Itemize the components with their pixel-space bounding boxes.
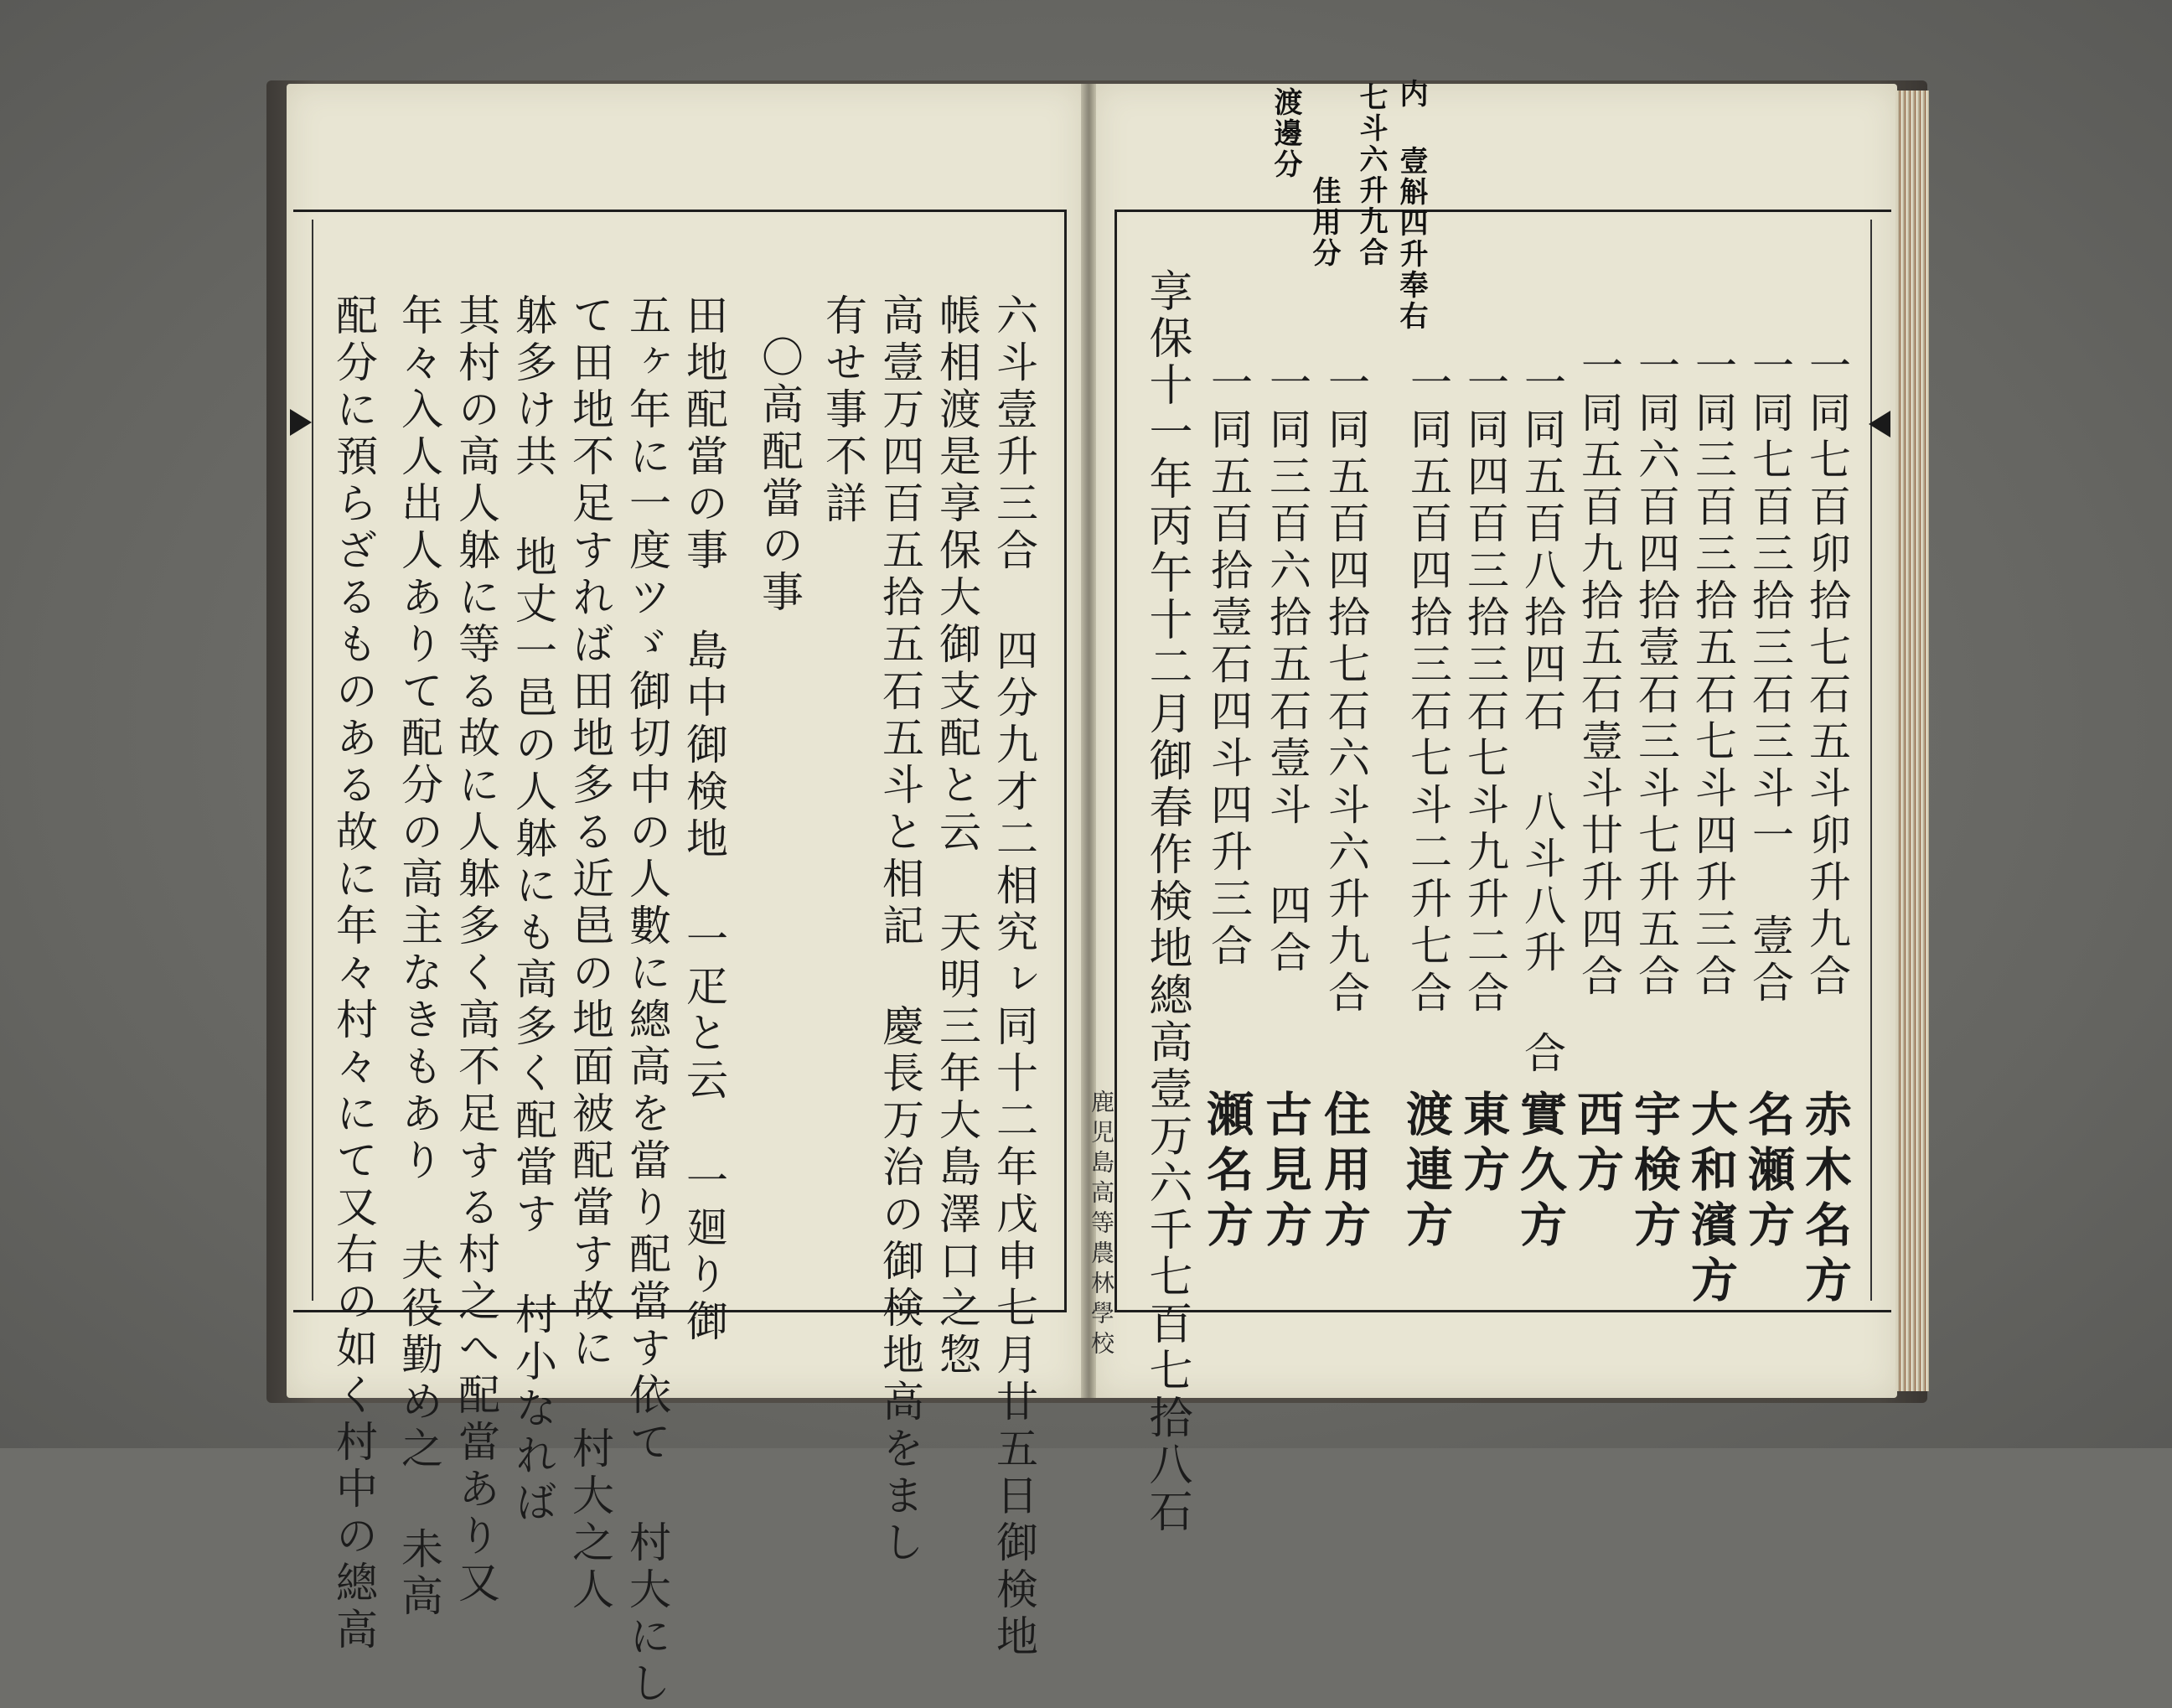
entry-owner-8: 渡連方 <box>1399 1089 1454 1255</box>
left-column-6: 田地配當の事 島中御検地 一疋と云 一廻り御 <box>680 293 728 1346</box>
left-column-8: て田地不足すれば田地多る近邑の地面被配當す故に 村大之人 <box>566 293 614 1614</box>
left-column-7: 五ヶ年に一度ツゞ御切中の人數に總高を當り配當す依て 村大にし <box>623 293 671 1708</box>
entry-owner-7: 東方 <box>1456 1089 1511 1200</box>
entry-amount-8: 一同五百四拾三石七斗二升七合 <box>1404 360 1452 1017</box>
entry-owner-3: 大和濱方 <box>1683 1089 1739 1311</box>
entry-owner-4: 宇検方 <box>1626 1089 1682 1255</box>
entry-amount-4: 一同六百四拾壹石三斗七升五合 <box>1632 344 1680 1001</box>
left-inner-rule <box>312 220 313 1301</box>
top-note-4: 渡邊分 <box>1269 87 1302 180</box>
left-column-9: 躰多け共 地丈一邑の人躰にも高多く配當す 村小なれば <box>509 293 557 1527</box>
entry-amount-11: 一同五百拾壹石四斗四升三合 <box>1204 360 1253 970</box>
left-column-4: 有せ事不詳 <box>819 293 867 528</box>
left-column-1: 六斗壹升三合 四分九才二相究ㇾ同十二年戊申七月廿五日御検地 <box>990 293 1038 1661</box>
page-stack-edge <box>1895 91 1929 1391</box>
left-column-2: 帳相渡是享保大御支配と云 天明三年大島澤口之惣 <box>933 293 981 1379</box>
closing-total-line: 享保十一年丙午十二月御春作検地總高壹万六千七百七拾八石 <box>1141 268 1192 1535</box>
entry-amount-10: 一同三百六拾五石壹斗 四合 <box>1263 360 1311 977</box>
entry-amount-7: 一同四百三拾三石七斗九升二合 <box>1461 360 1509 1017</box>
entry-owner-9: 住用方 <box>1316 1089 1372 1255</box>
right-inner-rule <box>1870 220 1872 1301</box>
entry-amount-1: 一同七百卯拾七石五斗卯升九合 <box>1802 344 1851 1001</box>
top-note-3: 佳用分 <box>1307 176 1341 269</box>
top-note-1: 内 壹斛四升奉右 <box>1394 79 1428 332</box>
entry-amount-2: 一同七百三拾三石三斗一 壹合 <box>1745 344 1794 1007</box>
left-fold-mark-icon <box>290 409 312 436</box>
left-column-12: 配分に預らざるものある故に年々村々にて又右の如く村中の總高 <box>329 293 378 1654</box>
entry-owner-2: 名瀬方 <box>1740 1089 1796 1255</box>
top-note-2: 七斗六升九合 <box>1354 82 1388 268</box>
entry-owner-1: 赤木名方 <box>1797 1089 1853 1311</box>
entry-amount-3: 一同三百三拾五石七斗四升三合 <box>1688 344 1737 1001</box>
entry-amount-5: 一同五百九拾五石壹斗廿升四合 <box>1575 344 1623 1001</box>
library-stamp: 鹿児島高等農林學校 <box>1088 1089 1115 1361</box>
left-column-3: 高壹万四百五拾五石五斗と相記 慶長万治の御検地高をまし <box>876 293 924 1567</box>
entry-owner-5: 西方 <box>1570 1089 1625 1200</box>
entry-owner-6: 實久方 <box>1513 1089 1568 1255</box>
entry-owner-11: 瀬名方 <box>1199 1089 1254 1255</box>
entry-amount-9: 一同五百四拾七石六斗六升九合 <box>1321 360 1370 1017</box>
right-fold-mark-icon <box>1869 411 1890 437</box>
left-column-10: 其村の高人躰に等る故に人躰多く高不足する村之へ配當あり又 <box>452 293 500 1607</box>
left-column-11: 年々入人出人ありて配分の高主なきもあり 夫役勤め之 未高 <box>395 293 443 1621</box>
entry-owner-10: 古見方 <box>1258 1089 1313 1255</box>
entry-amount-6: 一同五百八拾四石 八斗八升 合 <box>1518 360 1566 1078</box>
left-heading: 〇高配當の事 <box>755 335 804 617</box>
